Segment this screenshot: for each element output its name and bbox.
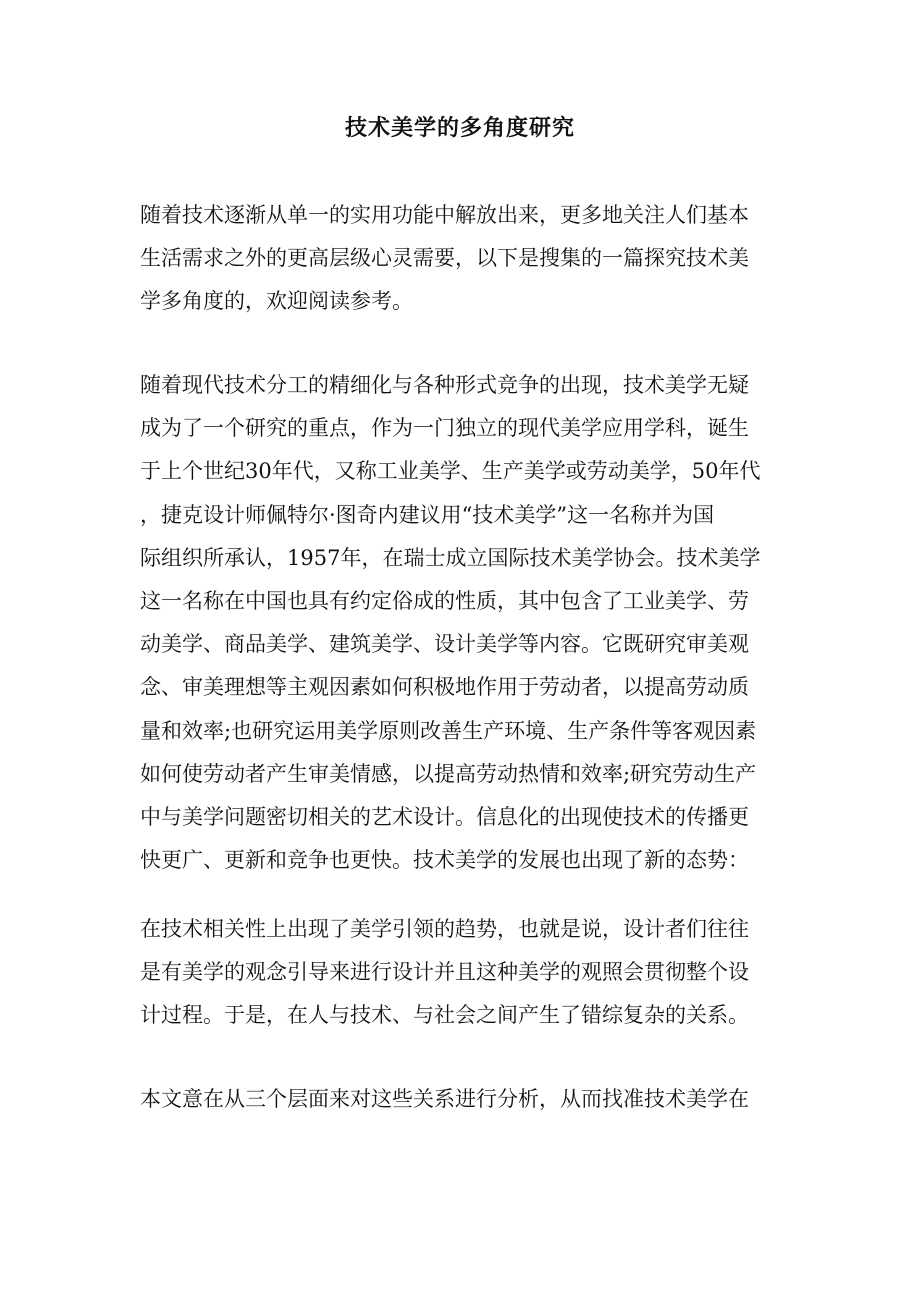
text-line: 动美学、商品美学、建筑美学、设计美学等内容。它既研究审美观 — [140, 632, 749, 657]
text-line: ，捷克设计师佩特尔·图奇内建议用“技术美学”这一名称并为国 — [140, 502, 715, 527]
text-line: 这一名称在中国也具有约定俗成的性质，其中包含了工业美学、劳 — [140, 589, 749, 614]
text-line: 在技术相关性上出现了美学引领的趋势，也就是说，设计者们往往 — [140, 917, 749, 941]
text-line: 学多角度的，欢迎阅读参考。 — [140, 289, 413, 314]
text-line: 中与美学问题密切相关的艺术设计。信息化的出现使技术的传播更 — [140, 805, 749, 830]
text-line: 是有美学的观念引导来进行设计并且这种美学的观照会贯彻整个设 — [140, 960, 749, 985]
text-line: 随着技术逐渐从单一的实用功能中解放出来，更多地关注人们基本 — [140, 203, 749, 227]
text-line: 随着现代技术分工的精细化与各种形式竞争的出现，技术美学无疑 — [140, 373, 749, 397]
text-line: 计过程。于是，在人与技术、与社会之间产生了错综复杂的关系。 — [140, 1003, 749, 1028]
paragraph-trend — [140, 908, 780, 1038]
document-title: 技术美学的多角度研究 — [344, 115, 575, 141]
paragraph-intro — [140, 194, 780, 324]
text-line: 于上个世纪30年代，又称工业美学、生产美学或劳动美学，50年代 — [140, 459, 761, 484]
paragraph-purpose — [140, 1078, 780, 1121]
text-line: 成为了一个研究的重点，作为一门独立的现代美学应用学科，诞生 — [140, 416, 749, 441]
text-line: 生活需求之外的更高层级心灵需要，以下是搜集的一篇探究技术美 — [140, 246, 749, 271]
text-line: 本文意在从三个层面来对这些关系进行分析，从而找准技术美学在 — [140, 1087, 749, 1111]
text-line: 快更广、更新和竞争也更快。技术美学的发展也出现了新的态势： — [140, 848, 749, 873]
text-line: 量和效率;也研究运用美学原则改善生产环境、生产条件等客观因素 — [140, 718, 757, 743]
text-line: 如何使劳动者产生审美情感，以提高劳动热情和效率;研究劳动生产 — [140, 761, 757, 786]
paragraph-background — [140, 364, 780, 882]
text-line: 念、审美理想等主观因素如何积极地作用于劳动者，以提高劳动质 — [140, 675, 749, 700]
text-line: 际组织所承认，1957年，在瑞士成立国际技术美学协会。技术美学 — [140, 545, 761, 570]
